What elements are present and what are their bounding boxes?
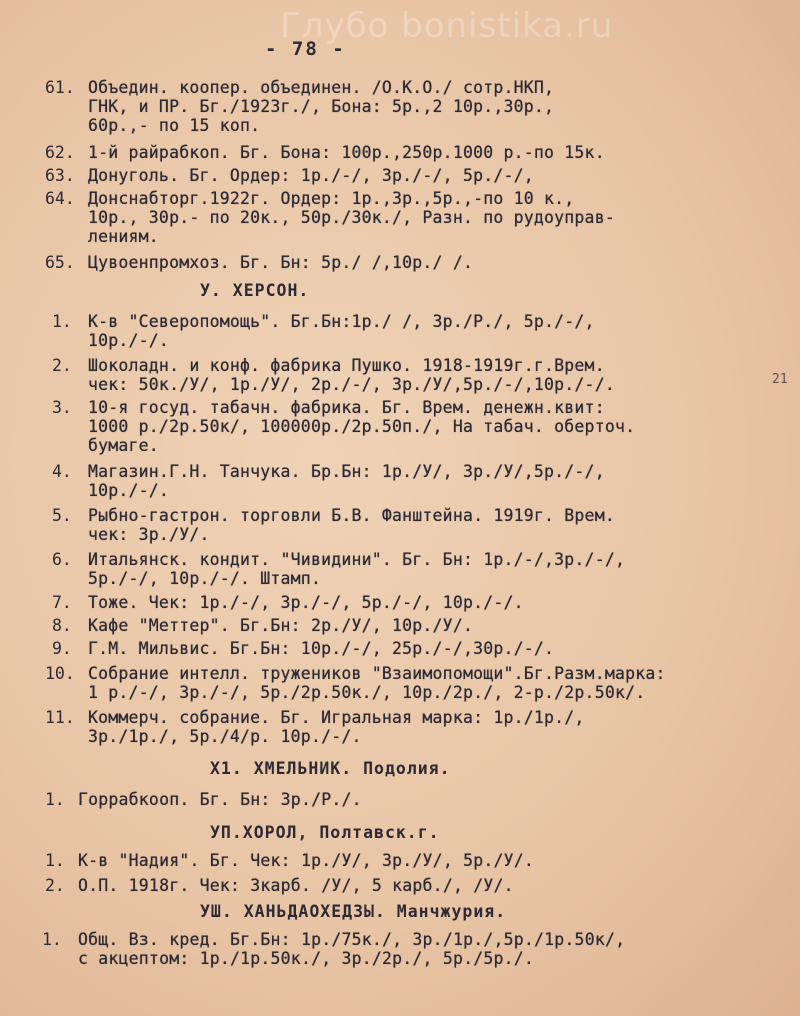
- section-heading: УШ. ХАНЬДАОХЕДЗЫ. Манчжурия.: [200, 902, 507, 921]
- entry-number: 3.: [52, 398, 72, 417]
- entry-line: 1-й райрабкоп. Бг. Бона: 100р.,250р.1000 р.-по 15к.: [88, 143, 605, 162]
- entry-line: Г.М. Мильвис. Бг.Бн: 10р./-/, 25р./-/,30р./-/.: [88, 639, 555, 658]
- entry-line: Объедин. коопер. объединен. /О.К.О./ сотр.НКП,: [88, 78, 555, 97]
- section-heading: УП.ХОРОЛ, Полтавск.г.: [210, 823, 440, 842]
- margin-mark: 21: [772, 372, 788, 387]
- entry-line: 5р./-/, 10р./-/. Штамп.: [88, 569, 322, 588]
- entry-number: 4.: [52, 462, 72, 481]
- entry-line: К-в "Надия". Бг. Чек: 1р./У/, 3р./У/, 5р./У/.: [78, 851, 535, 870]
- entry-number: 11.: [45, 708, 75, 727]
- entry-number: 9.: [52, 639, 72, 658]
- entry-number: 1.: [42, 930, 62, 949]
- entry-line: Общ. Вз. кред. Бг.Бн: 1р./75к./, 3р./1р./,5р./1р.50к/,: [78, 930, 626, 949]
- entry-number: 10.: [45, 664, 75, 683]
- entry-line: Донуголь. Бг. Ордер: 1р./-/, 3р./-/, 5р./-/,: [88, 166, 534, 185]
- entry-line: чек: 50к./У/, 1р./У/, 2р./-/, 3р./У/,5р./-/,10р./-/.: [88, 375, 615, 394]
- section-heading: Х1. ХМЕЛЬНИК. Подолия.: [210, 759, 451, 778]
- entry-line: К-в "Северопомощь". Бг.Бн:1р./ /, 3р./Р./, 5р./-/,: [88, 312, 595, 331]
- entry-number: 2.: [45, 876, 65, 895]
- entry-line: Магазин.Г.Н. Танчука. Бр.Бн: 1р./У/, 3р./У/,5р./-/,: [88, 462, 605, 481]
- entry-line: 10-я госуд. табачн. фабрика. Бг. Врем. денежн.квит:: [88, 398, 605, 417]
- entry-number: 8.: [52, 616, 72, 635]
- entry-number: 1.: [45, 851, 65, 870]
- entry-line: 60р.,- по 15 коп.: [88, 116, 261, 135]
- entry-line: 3р./1р./, 5р./4/р. 10р./-/.: [88, 727, 362, 746]
- entry-number: 65.: [45, 253, 75, 272]
- entry-line: 10р./-/.: [88, 331, 170, 350]
- entry-line: Кафе "Меттер". Бг.Бн: 2р./У/, 10р./У/.: [88, 616, 474, 635]
- entry-number: 64.: [45, 189, 75, 208]
- entry-line: Горрабкооп. Бг. Бн: 3р./Р./.: [78, 790, 362, 809]
- entry-line: Собрание интелл. тружеников "Взаимопомощи".Бг.Разм.марка:: [88, 664, 666, 683]
- entry-line: Шоколадн. и конф. фабрика Пушко. 1918-1919г.г.Врем.: [88, 356, 605, 375]
- entry-line: 1 р./-/, 3р./-/, 5р./2р.50к./, 10р./2р./, 2-р./2р.50к/.: [88, 683, 646, 702]
- entry-number: 61.: [45, 78, 75, 97]
- entry-line: Рыбно-гастрон. торговли Б.В. Фанштейна. 1919г. Врем.: [88, 506, 615, 525]
- entry-number: 62.: [45, 143, 75, 162]
- entry-number: 5.: [52, 506, 72, 525]
- entry-line: бумаге.: [88, 436, 159, 455]
- entry-line: Тоже. Чек: 1р./-/, 3р./-/, 5р./-/, 10р./-/.: [88, 593, 524, 612]
- entry-number: 2.: [52, 356, 72, 375]
- section-heading: У. ХЕРСОН.: [200, 281, 310, 300]
- entry-number: 63.: [45, 166, 75, 185]
- entry-line: О.П. 1918г. Чек: 3карб. /У/, 5 карб./, /У/.: [78, 876, 514, 895]
- entry-number: 7.: [52, 593, 72, 612]
- watermark: Глубо bonistika.ru: [280, 6, 614, 46]
- entry-line: Донснабторг.1922г. Ордер: 1р.,3р.,5р.,-по 10 к.,: [88, 189, 575, 208]
- entry-line: Коммерч. собрание. Бг. Игральная марка: 1р./1р./,: [88, 708, 585, 727]
- entry-line: Итальянск. кондит. "Чивидини". Бг. Бн: 1р./-/,3р./-/,: [88, 550, 626, 569]
- entry-number: 1.: [52, 312, 72, 331]
- entry-line: 10р., 30р.- по 20к., 50р./30к./, Разн. по рудоуправ-: [88, 208, 615, 227]
- entry-line: 10р./-/.: [88, 481, 170, 500]
- entry-line: лениям.: [88, 227, 159, 246]
- entry-line: чек: 3р./У/.: [88, 525, 210, 544]
- entry-line: Цувоенпромхоз. Бг. Бн: 5р./ /,10р./ /.: [88, 253, 474, 272]
- page-number: - 78 -: [265, 38, 346, 60]
- entry-line: ГНК, и ПР. Бг./1923г./, Бона: 5р.,2 10р.,30р.,: [88, 97, 555, 116]
- entry-number: 1.: [45, 790, 65, 809]
- entry-line: с акцептом: 1р./1р.50к./, 3р./2р./, 5р./5р./.: [78, 949, 535, 968]
- entry-line: 1000 р./2р.50к/, 100000р./2р.50п./, На табач. оберточ.: [88, 417, 636, 436]
- entry-number: 6.: [52, 550, 72, 569]
